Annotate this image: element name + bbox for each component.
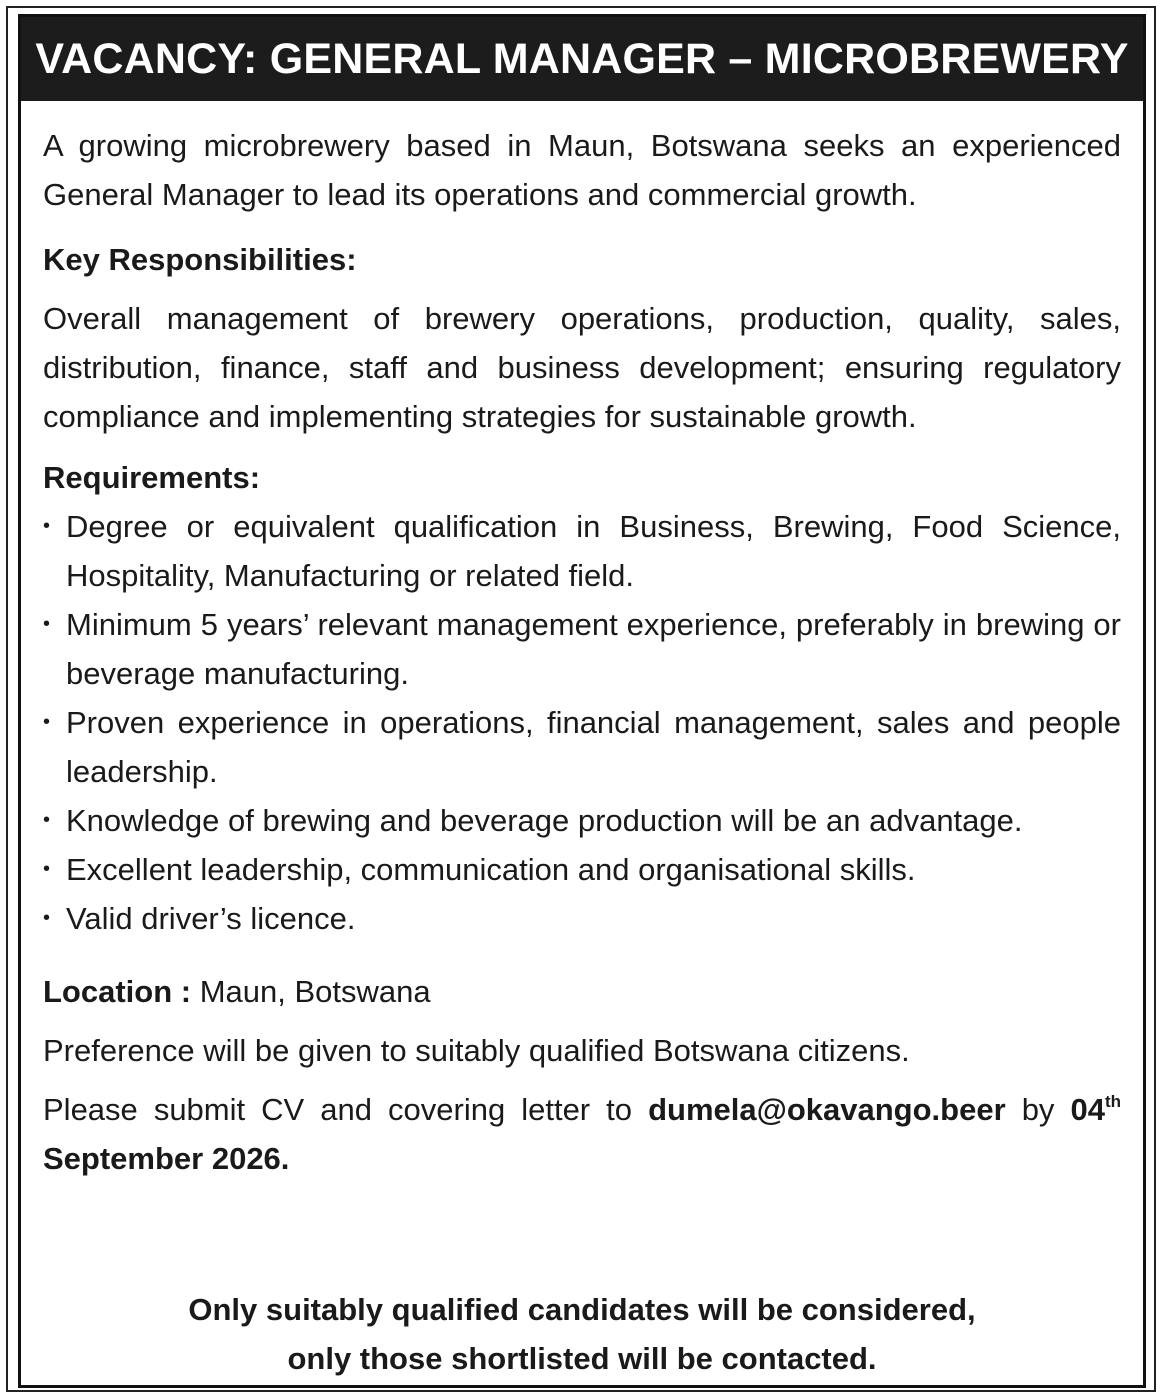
bullet-icon: • <box>43 907 51 929</box>
deadline-date: September 2026. <box>43 1141 290 1176</box>
intro-paragraph: A growing microbrewery based in Maun, Botswana seeks an experienced General Manager to lead its operations and commercial growth. <box>43 128 1121 212</box>
bullet-icon: • <box>43 515 51 537</box>
requirement-text: Minimum 5 years’ relevant management experience, preferably in brewing or beverage manufacturing. <box>66 607 1121 691</box>
closing-line-1: Only suitably qualified candidates will be considered, <box>188 1292 976 1327</box>
advert-body <box>43 121 1121 1183</box>
responsibilities-heading: Key Responsibilities: <box>43 242 357 277</box>
contact-email[interactable]: dumela@okavango.beer <box>648 1092 1006 1127</box>
requirement-item <box>43 845 1121 894</box>
requirement-text: Knowledge of brewing and beverage production will be an advantage. <box>66 803 1023 838</box>
requirement-item <box>43 698 1121 796</box>
closing-statement <box>21 1285 1143 1383</box>
deadline-ordinal: th <box>1104 1092 1122 1111</box>
requirement-item <box>43 502 1121 600</box>
bullet-icon: • <box>43 711 51 733</box>
preference-note: Preference will be given to suitably qualified Botswana citizens. <box>43 1033 910 1068</box>
requirement-text: Valid driver’s licence. <box>66 901 356 936</box>
deadline-day: 04 <box>1070 1092 1105 1127</box>
submit-by: by <box>1021 1092 1055 1127</box>
requirements-list <box>43 502 1121 943</box>
location-label: Location : <box>43 974 192 1009</box>
location-line <box>43 967 1121 1016</box>
vacancy-advert <box>18 14 1146 1388</box>
bullet-icon: • <box>43 613 51 635</box>
submission-instructions <box>43 1085 1121 1183</box>
bullet-icon: • <box>43 809 51 831</box>
requirement-item <box>43 796 1121 845</box>
vacancy-title: VACANCY: GENERAL MANAGER – MICROBREWERY <box>35 34 1129 83</box>
requirement-text: Degree or equivalent qualification in Business, Brewing, Food Science, Hospitality, Manufacturing or related field. <box>66 509 1121 593</box>
requirements-heading: Requirements: <box>43 460 261 495</box>
bullet-icon: • <box>43 858 51 880</box>
closing-line-2: only those shortlisted will be contacted. <box>287 1341 877 1376</box>
requirement-item <box>43 600 1121 698</box>
location-value: Maun, Botswana <box>199 974 431 1009</box>
requirement-text: Excellent leadership, communication and organisational skills. <box>66 852 916 887</box>
responsibilities-text: Overall management of brewery operations, production, quality, sales, distribution, finance, staff and business development; ensuring regulatory compliance and implementing strategies for sustainable growth. <box>43 301 1121 434</box>
requirement-text: Proven experience in operations, financial management, sales and people leadership. <box>66 705 1121 789</box>
requirement-item <box>43 894 1121 943</box>
submit-text: Please submit CV and covering letter to <box>43 1092 633 1127</box>
title-bar <box>21 17 1143 101</box>
